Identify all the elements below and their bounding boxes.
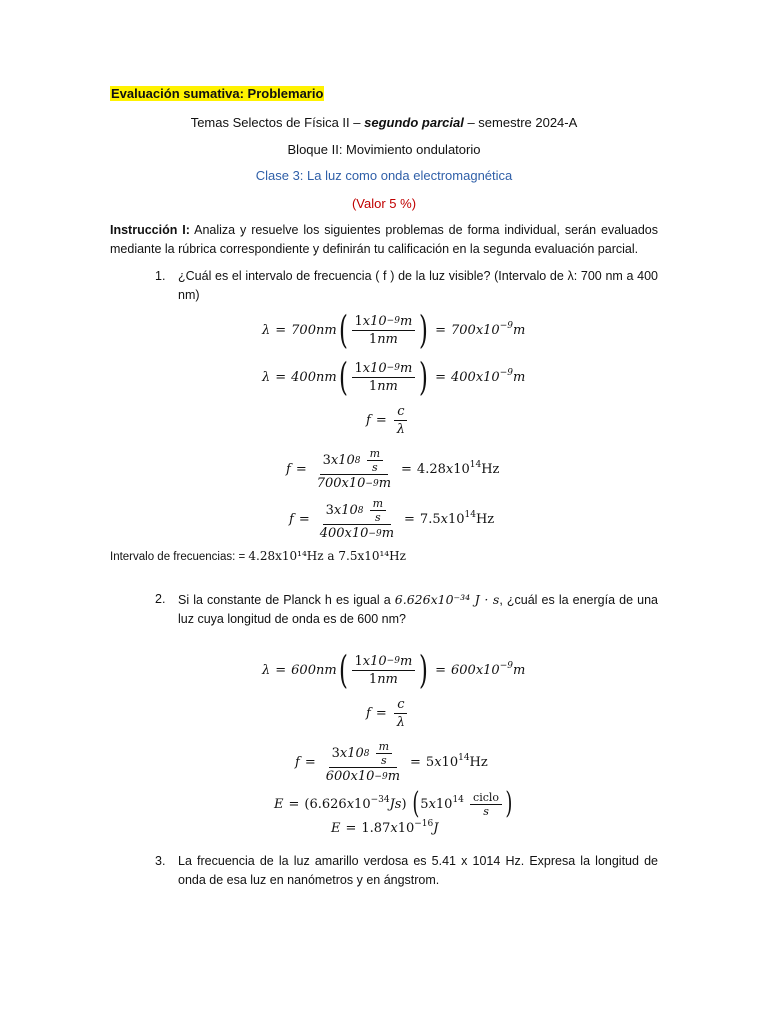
- equation-f-600: f = 3 x10 8 $\frac{m}{s}$ 600x10 −9 m = $5x10^{14}Hz$: [295, 740, 488, 784]
- equation-lambda-400: λ = 400nm ( 1 x10 −9 m 1 nm ) = $400x10^{-9}m$: [262, 355, 526, 399]
- equation-f-c-lambda-2: f = $\frac{c}{\lambda}$: [366, 697, 410, 730]
- equation-energy: E = $(6.626x10^{-34}Js)$ ( $5x10^{14}$ $\frac{\text{ciclo}}{s}$ ): [274, 786, 513, 821]
- equation-energy-result: E = $1.87x10^{-16}J$: [331, 819, 439, 836]
- problem-2-number: 2.: [155, 592, 166, 606]
- class-line: Clase 3: La luz como onda electromagnética: [255, 168, 513, 183]
- document-title: Evaluación sumativa: Problemario: [111, 86, 324, 101]
- instruction-paragraph: Instrucción I: Analiza y resuelve los siguientes problemas de forma individual, serán evaluados mediante la rúbrica correspondiente y definirán tu calificación en la segunda evaluación parcial.: [110, 223, 658, 256]
- equation-f-400: f = 3 x10 8 $\frac{m}{s}$ 400x10 −9 m = $7.5x10^{14}Hz$: [289, 497, 495, 541]
- problem-3-number: 3.: [155, 854, 166, 868]
- problem-1-number: 1.: [155, 269, 166, 283]
- problem-3-text: La frecuencia de la luz amarillo verdosa es 5.41 x 1014 Hz. Expresa la longitud de onda de esa luz en nanómetros y en ángstrom.: [178, 854, 658, 887]
- value-line: (Valor 5 %): [351, 196, 417, 211]
- equation-lambda-700: λ = 700nm ( 1 x10 −9 m 1 nm ) = $700x10^{-9}m$: [262, 308, 526, 352]
- block-line: Bloque II: Movimiento ondulatorio: [287, 142, 481, 157]
- frequency-interval-result: Intervalo de frecuencias: = 4.28x10¹⁴Hz a 7.5x10¹⁴Hz: [110, 549, 406, 563]
- problem-2-text: Si la constante de Planck h es igual a 6.626x10⁻³⁴ J · s, ¿cuál es la energía de una luz cuya longitud de onda es de 600 nm?: [178, 592, 658, 626]
- equation-lambda-600: λ = 600nm ( 1 x10 −9 m 1 nm ) = $600x10^{-9}m$: [262, 648, 526, 692]
- subject-line: Temas Selectos de Física II – segundo parcial – semestre 2024-A: [190, 115, 578, 130]
- equation-f-700: f = 3 x10 8 $\frac{m}{s}$ 700x10 −9 m = $4.28x10^{14}Hz$: [286, 447, 500, 491]
- problem-1-text: ¿Cuál es el intervalo de frecuencia ( f ) de la luz visible? (Intervalo de λ: 700 nm a 400 nm): [178, 269, 658, 302]
- equation-f-c-lambda: f = $\frac{c}{\lambda}$: [366, 404, 410, 437]
